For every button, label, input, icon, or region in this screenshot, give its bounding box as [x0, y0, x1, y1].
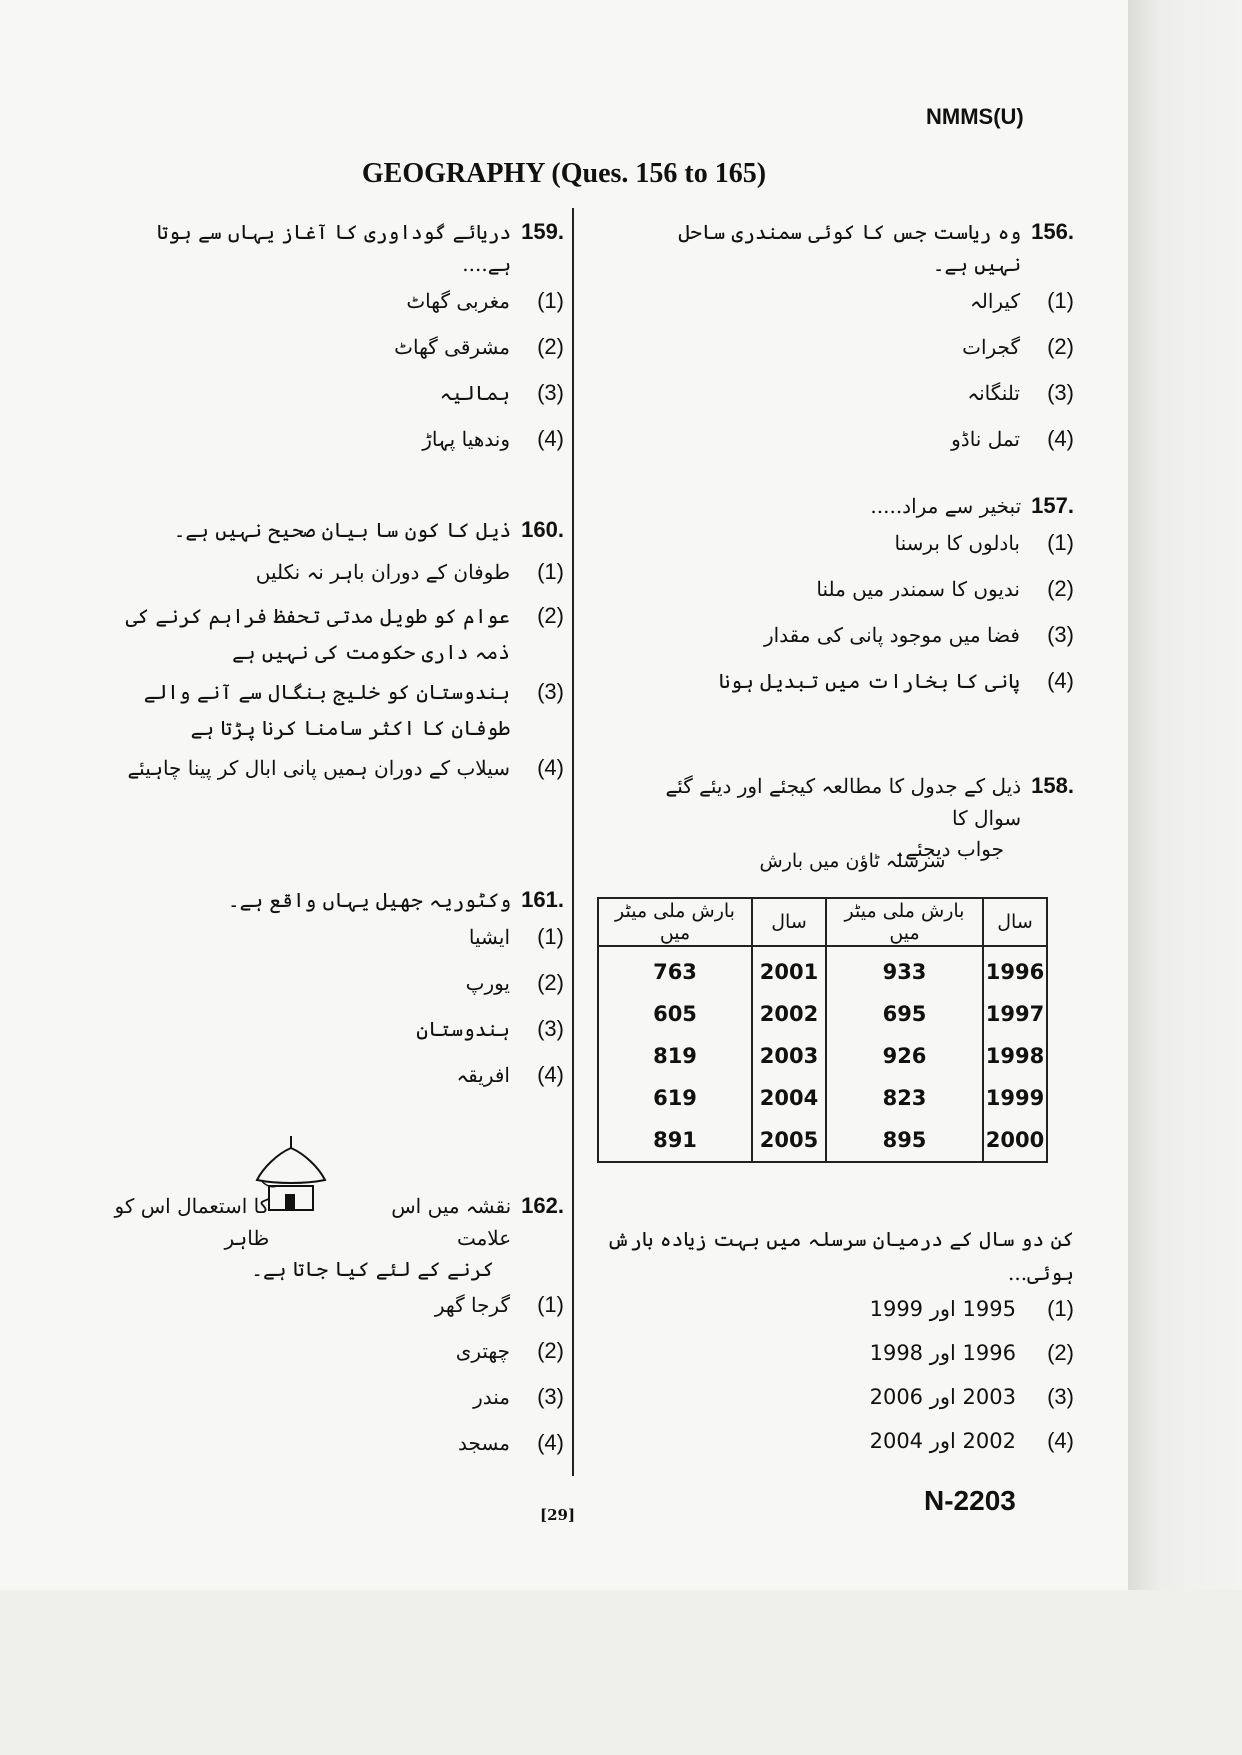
table-header: بارش ملی میٹر میں	[598, 898, 752, 946]
option	[124, 750, 564, 790]
option-text: عوام کو طویل مدتی تحفظ فراہم کرنے کی ذمہ داری حکومت کی نہیں ہے	[125, 604, 510, 664]
option-text: مسجد	[458, 1431, 510, 1455]
option-text: وندھیا پہاڑ	[422, 427, 510, 451]
table-cell: 619	[598, 1077, 752, 1119]
option-text: طوفان کے دوران باہر نہ نکلیں	[255, 560, 510, 584]
table-cell: 2002	[752, 993, 826, 1035]
option-number: (1)	[537, 1292, 564, 1317]
year-a: 1995	[962, 1297, 1016, 1321]
option	[604, 1384, 1074, 1428]
option	[124, 334, 564, 380]
option-text: ایشیا	[468, 925, 510, 949]
question-156	[654, 216, 1074, 472]
option-text	[870, 1385, 1016, 1409]
table-cell: 2005	[752, 1119, 826, 1162]
option	[124, 674, 564, 746]
option-number: (4)	[537, 426, 564, 451]
table-cell: 1998	[983, 1035, 1047, 1077]
option-number: (1)	[537, 288, 564, 313]
question-number: 160.	[521, 517, 564, 542]
option-number: (3)	[1047, 1384, 1074, 1409]
table-cell: 2000	[983, 1119, 1047, 1162]
option-number: (3)	[537, 1016, 564, 1041]
table-row	[598, 993, 1047, 1035]
question-text: وکٹوریہ جھیل یہاں واقع ہے۔	[227, 888, 512, 912]
option-text	[870, 1297, 1016, 1321]
option	[654, 288, 1074, 334]
and-word: اور	[929, 1385, 956, 1409]
option-text: افریقہ	[456, 1063, 510, 1087]
table-cell: 2004	[752, 1077, 826, 1119]
question-text: ذیل کے جدول کا مطالعہ کیجئے اور دیئے گئے سوال کا	[665, 774, 1022, 830]
question-text-continued: کرنے کے لئے کیا جاتا ہے۔	[251, 1257, 494, 1281]
year-a: 1996	[962, 1341, 1016, 1365]
and-word: اور	[929, 1341, 956, 1365]
table-cell: 933	[826, 946, 983, 993]
table-header: سال	[983, 898, 1047, 946]
year-a: 2003	[962, 1385, 1016, 1409]
table-cell: 1997	[983, 993, 1047, 1035]
table-cell: 695	[826, 993, 983, 1035]
and-word: اور	[929, 1429, 956, 1453]
table-cell: 605	[598, 993, 752, 1035]
option-number: (2)	[537, 970, 564, 995]
question-text: تبخیر سے مراد.....	[870, 494, 1022, 518]
header-code: NMMS(U)	[926, 104, 1024, 129]
hut-symbol-icon	[247, 1134, 335, 1214]
option-number: (1)	[1047, 530, 1074, 555]
footer-code: N-2203	[924, 1485, 1016, 1516]
option	[124, 554, 564, 594]
question-160	[124, 514, 564, 794]
column-divider	[572, 208, 574, 1476]
option-number: (3)	[537, 679, 564, 704]
option-number: (2)	[537, 1338, 564, 1363]
option-number: (2)	[1047, 576, 1074, 601]
table-cell: 823	[826, 1077, 983, 1119]
option-number: (3)	[537, 380, 564, 405]
option-number: (4)	[537, 1062, 564, 1087]
option	[124, 1016, 564, 1062]
option-number: (2)	[537, 334, 564, 359]
option	[604, 1296, 1074, 1340]
option-text	[870, 1341, 1016, 1365]
option-number: (3)	[1047, 380, 1074, 405]
option-number: (3)	[537, 1384, 564, 1409]
option	[654, 426, 1074, 472]
table-header: سال	[752, 898, 826, 946]
page-edge	[1128, 0, 1242, 1590]
option	[654, 380, 1074, 426]
option	[124, 598, 564, 670]
option-number: (4)	[537, 755, 564, 780]
option-number: (1)	[537, 924, 564, 949]
option-number: (2)	[537, 603, 564, 628]
table-header-row	[598, 898, 1047, 946]
option-text: ہمالیہ	[439, 381, 510, 405]
option-number: (2)	[1047, 1340, 1074, 1365]
option-text: بادلوں کا برسنا	[894, 531, 1020, 555]
table-row	[598, 1077, 1047, 1119]
table-cell: 1996	[983, 946, 1047, 993]
option	[654, 668, 1074, 714]
table-cell: 895	[826, 1119, 983, 1162]
option-number: (2)	[1047, 334, 1074, 359]
option-text: مندر	[473, 1385, 510, 1409]
option-text: تلنگانہ	[967, 381, 1020, 405]
table-cell: 819	[598, 1035, 752, 1077]
table-header: بارش ملی میٹر میں	[826, 898, 983, 946]
option	[124, 970, 564, 1016]
table-cell: 1999	[983, 1077, 1047, 1119]
option	[104, 1430, 564, 1476]
question-158-sub	[604, 1222, 1074, 1472]
option-text	[870, 1429, 1016, 1453]
option	[654, 530, 1074, 576]
option-number: (4)	[1047, 668, 1074, 693]
year-b: 1998	[869, 1341, 924, 1365]
question-number: 161.	[521, 887, 564, 912]
option	[654, 576, 1074, 622]
question-text: دریائے گوداوری کا آغاز یہاں سے ہوتا ہے....	[156, 220, 512, 276]
table-row	[598, 946, 1047, 993]
question-number: 159.	[521, 219, 564, 244]
option-text: ہندوستان کو خلیج بنگال سے آنے والے طوفان کا اکثر سامنا کرنا پڑتا ہے	[143, 680, 510, 740]
option-text: پانی کا بخارات میں تبدیل ہونا	[718, 669, 1020, 693]
question-number: 162.	[521, 1193, 564, 1218]
year-b: 1999	[869, 1297, 924, 1321]
sub-question-text: کن دو سال کے درمیان سرسلہ میں بہت زیادہ بارش ہوئی...	[606, 1227, 1074, 1285]
option	[124, 426, 564, 472]
page-title: GEOGRAPHY (Ques. 156 to 165)	[361, 158, 767, 189]
option-text: چھتری	[455, 1339, 510, 1363]
option-text: گرجا گھر	[434, 1293, 510, 1317]
year-b: 2006	[869, 1385, 924, 1409]
question-161	[124, 884, 564, 1108]
option	[104, 1384, 564, 1430]
table-cell: 891	[598, 1119, 752, 1162]
option	[604, 1428, 1074, 1472]
option-number: (4)	[537, 1430, 564, 1455]
option	[604, 1340, 1074, 1384]
option-number: (1)	[1047, 1296, 1074, 1321]
option	[104, 1292, 564, 1338]
option-number: (4)	[1047, 1428, 1074, 1453]
question-number: 156.	[1031, 219, 1074, 244]
question-text: وہ ریاست جس کا کوئی سمندری ساحل نہیں ہے۔	[678, 220, 1022, 276]
option-text: یورپ	[465, 971, 510, 995]
table-cell: 2001	[752, 946, 826, 993]
option-text: ہندوستان	[416, 1017, 510, 1041]
scan-background	[0, 1590, 1242, 1755]
option-text: تمل ناڈو	[951, 427, 1020, 451]
question-text-before: نقشہ میں اس علامت	[391, 1194, 512, 1250]
option	[124, 288, 564, 334]
option-text: مغربی گھاٹ	[406, 289, 510, 313]
option-text: ندیوں کا سمندر میں ملنا	[816, 577, 1020, 601]
year-b: 2004	[869, 1429, 924, 1453]
question-number: 157.	[1031, 493, 1074, 518]
table-row	[598, 1035, 1047, 1077]
question-number: 158.	[1031, 773, 1074, 798]
year-a: 2002	[962, 1429, 1016, 1453]
question-text-continued: جواب دیجئے۔	[893, 837, 1004, 861]
option	[104, 1338, 564, 1384]
option	[654, 334, 1074, 380]
option-number: (4)	[1047, 426, 1074, 451]
option-number: (3)	[1047, 622, 1074, 647]
option-text: سیلاب کے دوران ہمیں پانی ابال کر پینا چاہیئے	[127, 756, 510, 780]
table-caption: سرسلہ ٹاؤن میں بارش	[759, 850, 946, 872]
table-cell: 2003	[752, 1035, 826, 1077]
question-text: ذیل کا کون سا بیان صحیح نہیں ہے۔	[173, 518, 512, 542]
page-number: [29]	[540, 1506, 576, 1524]
question-159	[124, 216, 564, 472]
option	[124, 380, 564, 426]
option-text: مشرقی گھاٹ	[394, 335, 510, 359]
option-text: گجرات	[962, 335, 1020, 359]
option	[124, 924, 564, 970]
question-157	[654, 490, 1074, 714]
table-cell: 763	[598, 946, 752, 993]
option-text: کیرالہ	[970, 289, 1020, 313]
table-cell: 926	[826, 1035, 983, 1077]
option	[124, 1062, 564, 1108]
question-162	[104, 1190, 564, 1476]
rainfall-table	[597, 897, 1048, 1163]
and-word: اور	[929, 1297, 956, 1321]
option-number: (1)	[537, 559, 564, 584]
option	[654, 622, 1074, 668]
option-number: (1)	[1047, 288, 1074, 313]
table-row	[598, 1119, 1047, 1162]
option-text: فضا میں موجود پانی کی مقدار	[763, 623, 1020, 647]
question-text-after: کا استعمال اس کو ظاہر	[114, 1194, 270, 1250]
